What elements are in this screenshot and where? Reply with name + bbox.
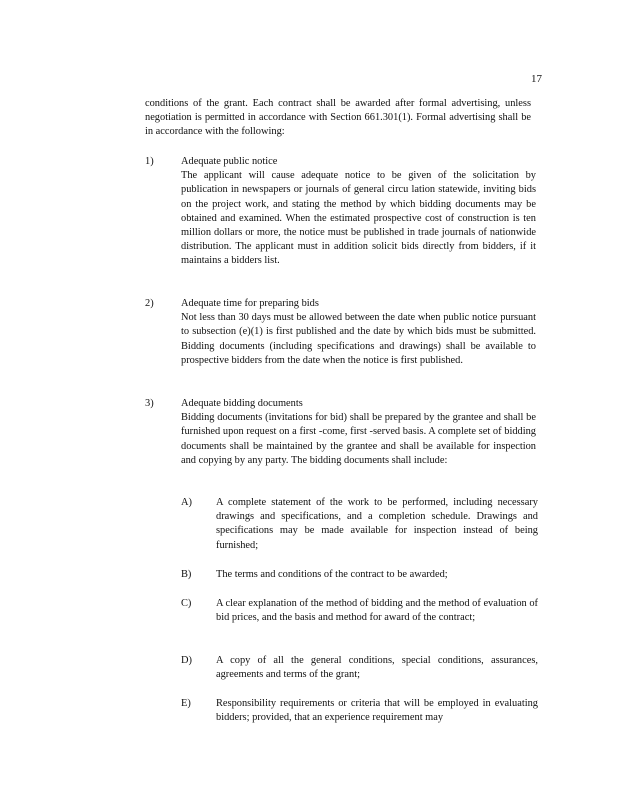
- list-item-heading: Adequate time for preparing bids: [181, 298, 319, 309]
- sub-item-text: A copy of all the general conditions, special conditions, assurances, agreements and terms of the grant;: [216, 655, 538, 681]
- sub-item-letter: A): [181, 497, 192, 508]
- sub-item-text: The terms and conditions of the contract to be awarded;: [216, 569, 448, 580]
- list-item-heading: Adequate bidding documents: [181, 398, 303, 409]
- sub-item-letter: D): [181, 655, 192, 666]
- sub-item-letter: C): [181, 598, 192, 609]
- list-item-heading: Adequate public notice: [181, 156, 278, 167]
- list-item-body: [181, 397, 536, 468]
- list-item-number: 2): [145, 298, 154, 309]
- intro-paragraph: conditions of the grant. Each contract shall be awarded after formal advertising, unless negotiation is permitted in accordance with Section 661.301(1). Formal advertising shall be in accordance with the following:: [145, 98, 531, 138]
- list-item-text: The applicant will cause adequate notice to be given of the solicitation by publication in newspapers or journals of general circu lation statewide, inviting bids on the project work, and stating the method by which bidding documents may be obtained and examined. When the estimated prospective cost of construction is ten million dollars or more, the notice must be published in trade journals of nationwide distribution. The applicant must in addition solicit bids directly from bidders, if it maintains a bidders list.: [181, 170, 536, 267]
- sub-item-letter: B): [181, 569, 192, 580]
- list-item-text: Bidding documents (invitations for bid) shall be prepared by the grantee and shall be furnished upon request on a first -come, first -served basis. A complete set of bidding documents shall be maintained by the grantee and shall be available for inspection and copying by any party. The bidding documents shall include:: [181, 412, 536, 466]
- page-number: 17: [531, 73, 542, 85]
- sub-item-text: Responsibility requirements or criteria that will be employed in evaluating bidders; provided, that an experience requirement may: [216, 698, 538, 724]
- list-item-body: [181, 297, 536, 368]
- sub-item-text: A complete statement of the work to be performed, including necessary drawings and specifications, and a completion schedule. Drawings and specifications may be made available for inspection instead of being furnished;: [216, 497, 538, 551]
- sub-item-letter: E): [181, 698, 191, 709]
- list-item-text: Not less than 30 days must be allowed between the date when public notice pursuant to subsection (e)(1) is first published and the date by which bids must be submitted. Bidding documents (including specifications and drawings) shall be available to prospective bidders from the date when the notice is first published.: [181, 312, 536, 366]
- list-item-body: [181, 155, 536, 269]
- sub-item-text: A clear explanation of the method of bidding and the method of evaluation of bid prices, and the basis and method for award of the contract;: [216, 598, 538, 624]
- list-item-number: 3): [145, 398, 154, 409]
- list-item-number: 1): [145, 156, 154, 167]
